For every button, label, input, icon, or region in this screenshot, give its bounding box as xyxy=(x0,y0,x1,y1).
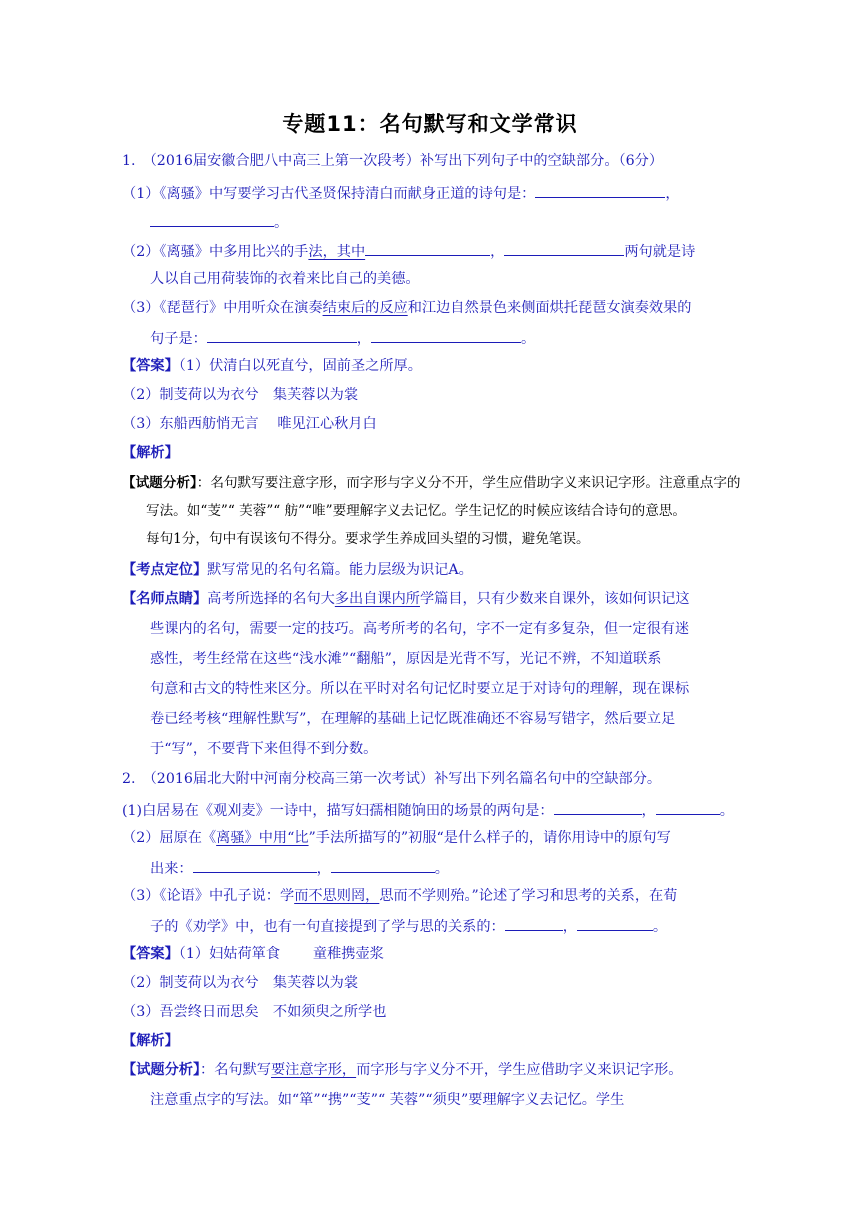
blank xyxy=(331,858,435,873)
q1-stem: 1. （2016届安徽合肥八中高三上第一次段考）补写出下列句子中的空缺部分。（6分） xyxy=(122,153,664,169)
q1-part2: （2）《离骚》中多用比兴的手法，其中 ， 两句就是诗 xyxy=(122,241,695,261)
blank xyxy=(371,328,521,343)
q1-mingshi-3: 惑性，考生经常在这些“浅水滩”“翻船”，原因是光背不写，光记不辨，不知道联系 xyxy=(150,651,662,667)
blank xyxy=(554,800,642,815)
q2-part2: （2）屈原在《离骚》中用“比”手法所描写的”初服“是什么样子的，请你用诗中的原句写 xyxy=(122,830,671,846)
blank xyxy=(150,212,274,227)
q2-answer-3: （3）吾尝终日而思矣 不如须臾之所学也 xyxy=(122,1004,387,1020)
q1-part1-text: （1）《离骚》中写要学习古代圣贤保持清白而献身正道的诗句是： xyxy=(122,186,536,202)
q2-part1: (1)白居易在《观刈麦》一诗中，描写妇孺相随饷田的场景的两句是： ， 。 xyxy=(122,800,734,820)
q2-stem: 2. （2016届北大附中河南分校高三第一次考试）补写出下列名篇名句中的空缺部分。 xyxy=(122,771,662,787)
q2-analysis: 【试题分析】：名句默写要注意字形，而字形与字义分不开，学生应借助字义来识记字形。 xyxy=(122,1062,683,1078)
answer-label: 【答案】 xyxy=(122,358,179,374)
q1-mingshi-6: 于“写”，不要背下来但得不到分数。 xyxy=(150,741,378,757)
q2-part3-cont: 子的《劝学》中，也有一句直接提到了学与思的关系的： ， 。 xyxy=(150,916,667,936)
q1-part1: （1）《离骚》中写要学习古代圣贤保持清白而献身正道的诗句是： ， xyxy=(122,183,680,203)
blank xyxy=(656,800,720,815)
answer-label: 【答案】 xyxy=(122,946,179,962)
kaodian-label: 【考点定位】 xyxy=(122,562,208,578)
q1-kaodian: 【考点定位】默写常见的名句名篇。能力层级为识记A。 xyxy=(122,562,473,578)
q1-part1-cont: 。 xyxy=(150,212,288,232)
q1-analysis-2: 写法。如“芰”“ 芙蓉”“ 舫”“唯”要理解字义去记忆。学生记忆的时候应该结合诗句的意思。 xyxy=(146,503,687,519)
blank xyxy=(504,241,624,256)
q1-mingshi: 【名师点睛】高考所选择的名句大多出自课内所学篇目，只有少数来自课外，该如何识记这 xyxy=(122,591,690,607)
blank xyxy=(577,916,653,931)
mingshi-label: 【名师点睛】 xyxy=(122,591,208,607)
q1-answer: 【答案】（1）伏清白以死直兮，固前圣之所厚。 xyxy=(122,358,422,374)
q2-answer: 【答案】（1）妇姑荷箪食 童稚携壶浆 xyxy=(122,946,384,962)
q1-analysis-3: 每句1分，句中有误该句不得分。要求学生养成回头望的习惯，避免笔误。 xyxy=(146,531,590,547)
q1-analysis: 【试题分析】：名句默写要注意字形，而字形与字义分不开，学生应借助字义来识记字形。注意重点字的 xyxy=(122,475,741,491)
q1-part3: （3）《琵琶行》中用听众在演奏结束后的反应和江边自然景色来侧面烘托琵琶女演奏效果的 xyxy=(122,300,692,316)
blank xyxy=(207,328,357,343)
q2-part2-cont: 出来： ， 。 xyxy=(150,858,449,878)
q1-part2-cont: 人以自己用荷装饰的衣着来比自己的美德。 xyxy=(150,271,420,287)
q1-mingshi-5: 卷已经考核“理解性默写”，在理解的基础上记忆既准确还不容易写错字，然后要立足 xyxy=(150,711,676,727)
q2-answer-2: （2）制芰荷以为衣兮 集芙蓉以为裳 xyxy=(122,975,359,991)
jiexi-label: 【解析】 xyxy=(122,445,179,461)
q1-answer-2: （2）制芰荷以为衣兮 集芙蓉以为裳 xyxy=(122,387,359,403)
q1-mingshi-2: 些课内的名句，需要一定的技巧。高考所考的名句，字不一定有多复杂，但一定很有迷 xyxy=(150,621,690,637)
page-title: 专题11：名句默写和文学常识 xyxy=(282,112,578,136)
q1-answer-3: （3）东船西舫悄无言 唯见江心秋月白 xyxy=(122,416,377,432)
blank xyxy=(535,183,665,198)
blank xyxy=(365,241,490,256)
q2-part3: （3）《论语》中孔子说：学而不思则罔，思而不学则殆。”论述了学习和思考的关系，在荀 xyxy=(122,888,678,904)
q1-part3-cont: 句子是： ， 。 xyxy=(150,328,535,348)
q2-analysis-2: 注意重点字的写法。如“箪”“携”“芰”“ 芙蓉”“须臾”要理解字义去记忆。学生 xyxy=(150,1092,625,1108)
analysis-label: 【试题分析】 xyxy=(122,1062,201,1078)
blank xyxy=(193,858,317,873)
q1-mingshi-4: 句意和古文的特性来区分。所以在平时对名句记忆时要立足于对诗句的理解，现在课标 xyxy=(150,681,690,697)
blank xyxy=(505,916,563,931)
analysis-label: 【试题分析】 xyxy=(122,475,197,491)
jiexi-label: 【解析】 xyxy=(122,1033,179,1049)
